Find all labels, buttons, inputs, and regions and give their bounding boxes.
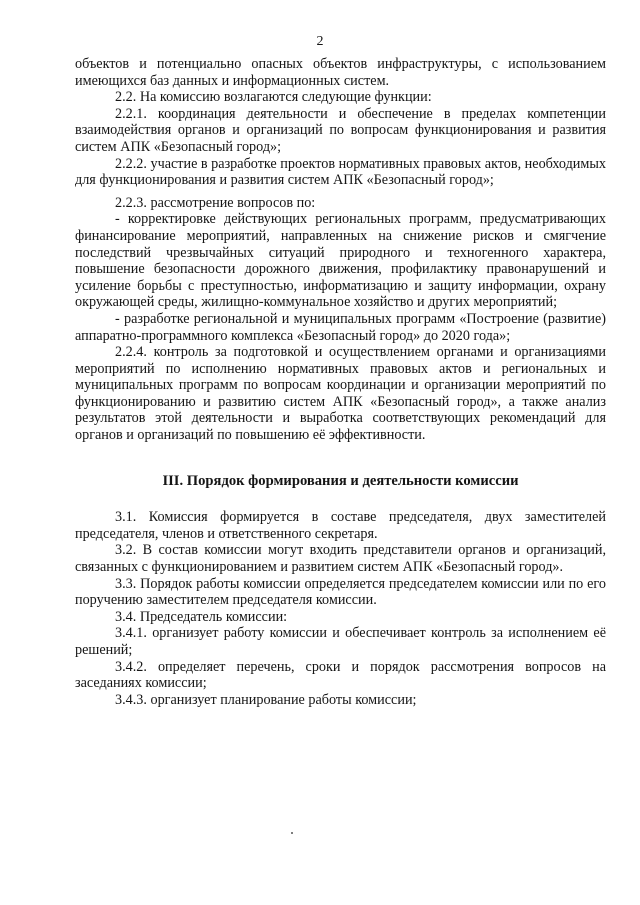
paragraph: 2.2. На комиссию возлагаются следующие функции:	[115, 89, 432, 106]
paragraph: объектов и потенциально опасных объектов инфраструктуры, с использованием имеющихся баз данных и информационных систем.	[75, 56, 606, 89]
paragraph: 2.2.3. рассмотрение вопросов по:	[115, 194, 316, 211]
scan-speck	[291, 832, 293, 834]
section-heading: III. Порядок формирования и деятельности комиссии	[162, 472, 519, 489]
paragraph: 2.2.1. координация деятельности и обеспечение в пределах компетенции взаимодействия органов и организаций по вопросам функционирования и развития систем АПК «Безопасный город»;	[75, 105, 606, 155]
paragraph: 3.4.1. организует работу комиссии и обеспечивает контроль за исполнением её решений;	[75, 625, 606, 658]
list-item: - разработке региональной и муниципальных программ «Построение (развитие) аппаратно-программного комплекса «Безопасный город» до 2020 года»;	[75, 310, 606, 344]
list-item: - корректировке действующих региональных программ, предусматривающих финансирование мероприятий, направленных на снижение рисков и смягчение последствий чрезвычайных ситуаций природного и техногенного характера, повышение безопасности дорожного движения, профилактику правонарушений и усиление борьбы с преступностью, информатизацию и защиту информации, охрану окружающей среды, жилищно-коммунальное хозяйство и других мероприятий;	[75, 211, 606, 311]
page-number: 2	[316, 34, 324, 49]
document-body	[75, 56, 606, 708]
paragraph: 3.4.3. организует планирование работы комиссии;	[115, 691, 417, 708]
paragraph: 2.2.4. контроль за подготовкой и осуществлением органами и организациями мероприятий по исполнению нормативных правовых актов и региональных и муниципальных программ по вопросам координации и организации мероприятий по функционированию и развитию систем АПК «Безопасный город», а также анализ результатов этой деятельности и выработка соответствующих рекомендаций для органов и организаций по повышению её эффективности.	[75, 344, 606, 444]
paragraph: 3.4.2. определяет перечень, сроки и порядок рассмотрения вопросов на заседаниях комиссии;	[75, 658, 606, 692]
paragraph: 2.2.2. участие в разработке проектов нормативных правовых актов, необходимых для функционирования и развития систем АПК «Безопасный город»;	[75, 155, 606, 189]
paragraph: 3.4. Председатель комиссии:	[115, 608, 288, 625]
paragraph: 3.2. В состав комиссии могут входить представители органов и организаций, связанных с функционированием и развитием систем АПК «Безопасный город».	[75, 542, 606, 576]
paragraph: 3.1. Комиссия формируется в составе председателя, двух заместителей председателя, членов и ответственного секретаря.	[75, 509, 606, 542]
paragraph: 3.3. Порядок работы комиссии определяется председателем комиссии или по его поручению заместителем председателя комиссии.	[75, 575, 606, 609]
